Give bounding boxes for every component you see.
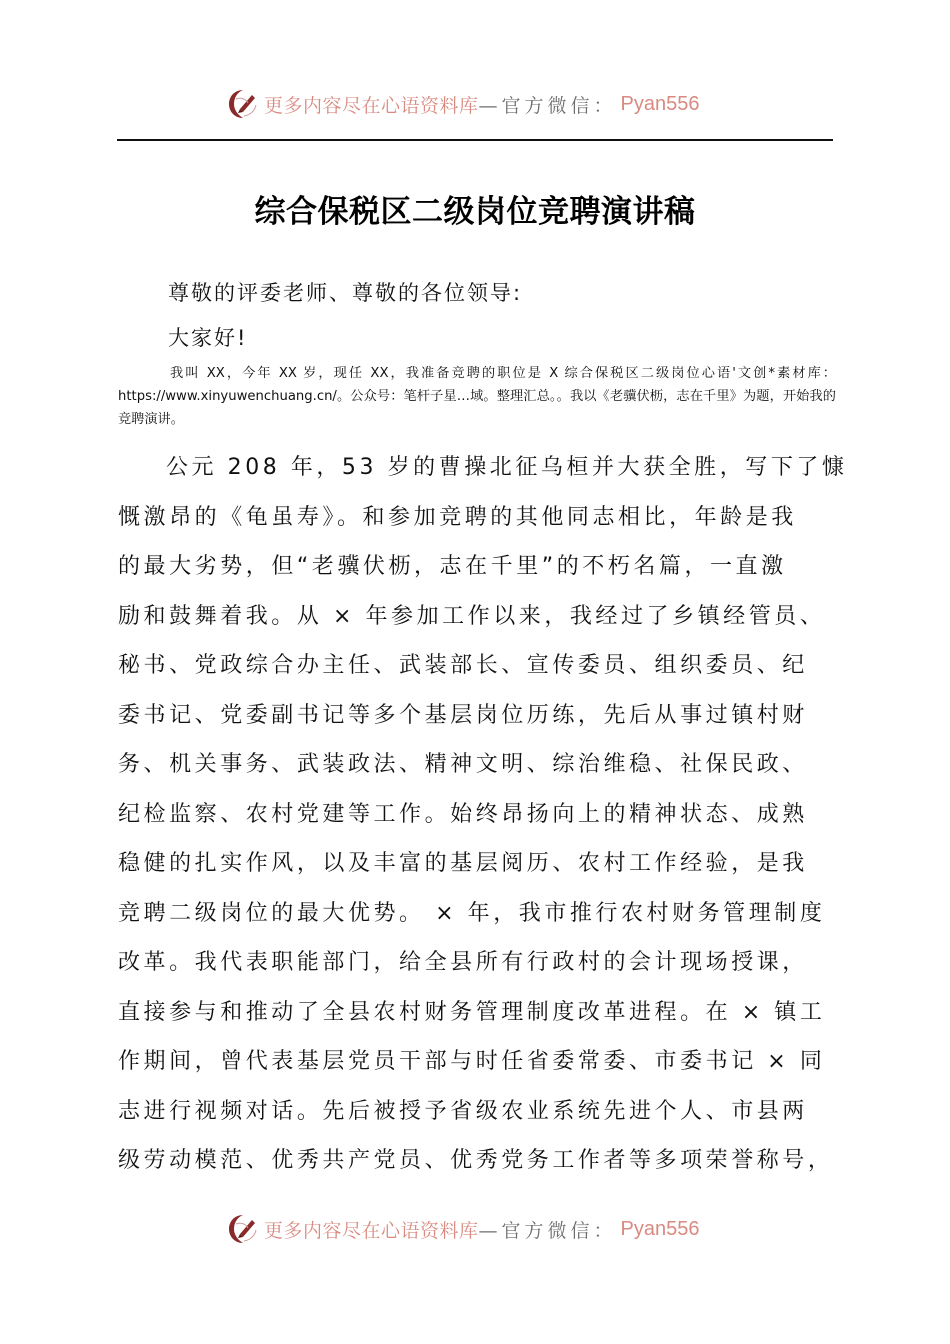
body-line: 励和鼓舞着我。从 × 年参加工作以来，我经过了乡镇经管员、 [118,603,826,629]
body-line: 改革。我代表职能部门，给全县所有行政村的会计现场授课， [118,950,808,975]
body-line: 稳健的扎实作风，以及丰富的基层阅历、农村工作经验，是我 [118,851,808,876]
banner-text: 更多内容尽在心语资料库 [264,1219,479,1242]
salutation-line: 尊敬的评委老师、尊敬的各位领导: [168,281,523,305]
banner-official-wechat-label: —官方微信： [478,94,617,117]
body-line: 作期间，曾代表基层党员干部与时任省委常委、市委书记 × 同 [118,1049,826,1074]
quill-pen-logo-icon [226,87,260,121]
body-line: 委书记、党委副书记等多个基层岗位历练，先后从事过镇村财 [118,702,808,728]
banner-official-wechat-label: —官方微信： [478,1219,617,1242]
body-line: 秘书、党政综合办主任、武装部长、宣传委员、组织委员、纪 [118,653,808,678]
banner-text: 更多内容尽在心语资料库 [264,94,479,117]
body-line: 志进行视频对话。先后被授予省级农业系统先进个人、市县两 [118,1098,808,1124]
body-line: 直接参与和推动了全县农村财务管理制度改革进程。在 × 镇工 [118,999,826,1025]
document-title: 综合保税区二级岗位竞聘演讲稿 [254,194,696,230]
footer-watermark-banner [226,1209,700,1249]
body-line: 级劳动模范、优秀共产党员、优秀党务工作者等多项荣誉称号， [118,1148,834,1173]
body-line: 纪检监察、农村党建等工作。始终昂扬向上的精神状态、成熟 [118,801,808,827]
header-watermark-banner [226,84,700,124]
quill-pen-logo-icon [226,1212,260,1246]
greeting-line: 大家好! [168,326,248,350]
body-line: 公元 208 年，53 岁的曹操北征乌桓并大获全胜，写下了慷 [166,455,848,480]
body-line: 务、机关事务、武装政法、精神文明、综治维稳、社保民政、 [118,752,808,777]
body-line: 竞聘二级岗位的最大优势。 × 年，我市推行农村财务管理制度 [118,900,826,926]
header-divider [117,139,833,141]
banner-wechat-id: Pyan556 [620,92,700,115]
banner-wechat-id: Pyan556 [620,1217,700,1240]
intro-paragraph: 我叫 XX，今年 XX 岁，现任 XX，我准备竞聘的职位是 X 综合保税区二级岗位心语'文创*素材库：https://www.xinyuwenchuang.cn/。公众号：笔杆子星…域。整理汇总。。我以《老骥伏枥，志在千里》为题，开始我的竞聘演讲。 [118,366,836,427]
body-paragraph [118,443,848,1186]
body-line: 的最大劣势，但“老骥伏枥，志在千里”的不朽名篇，一直激 [118,554,787,579]
body-line: 慨激昂的《龟虽寿》。和参加竞聘的其他同志相比，年龄是我 [118,504,797,530]
